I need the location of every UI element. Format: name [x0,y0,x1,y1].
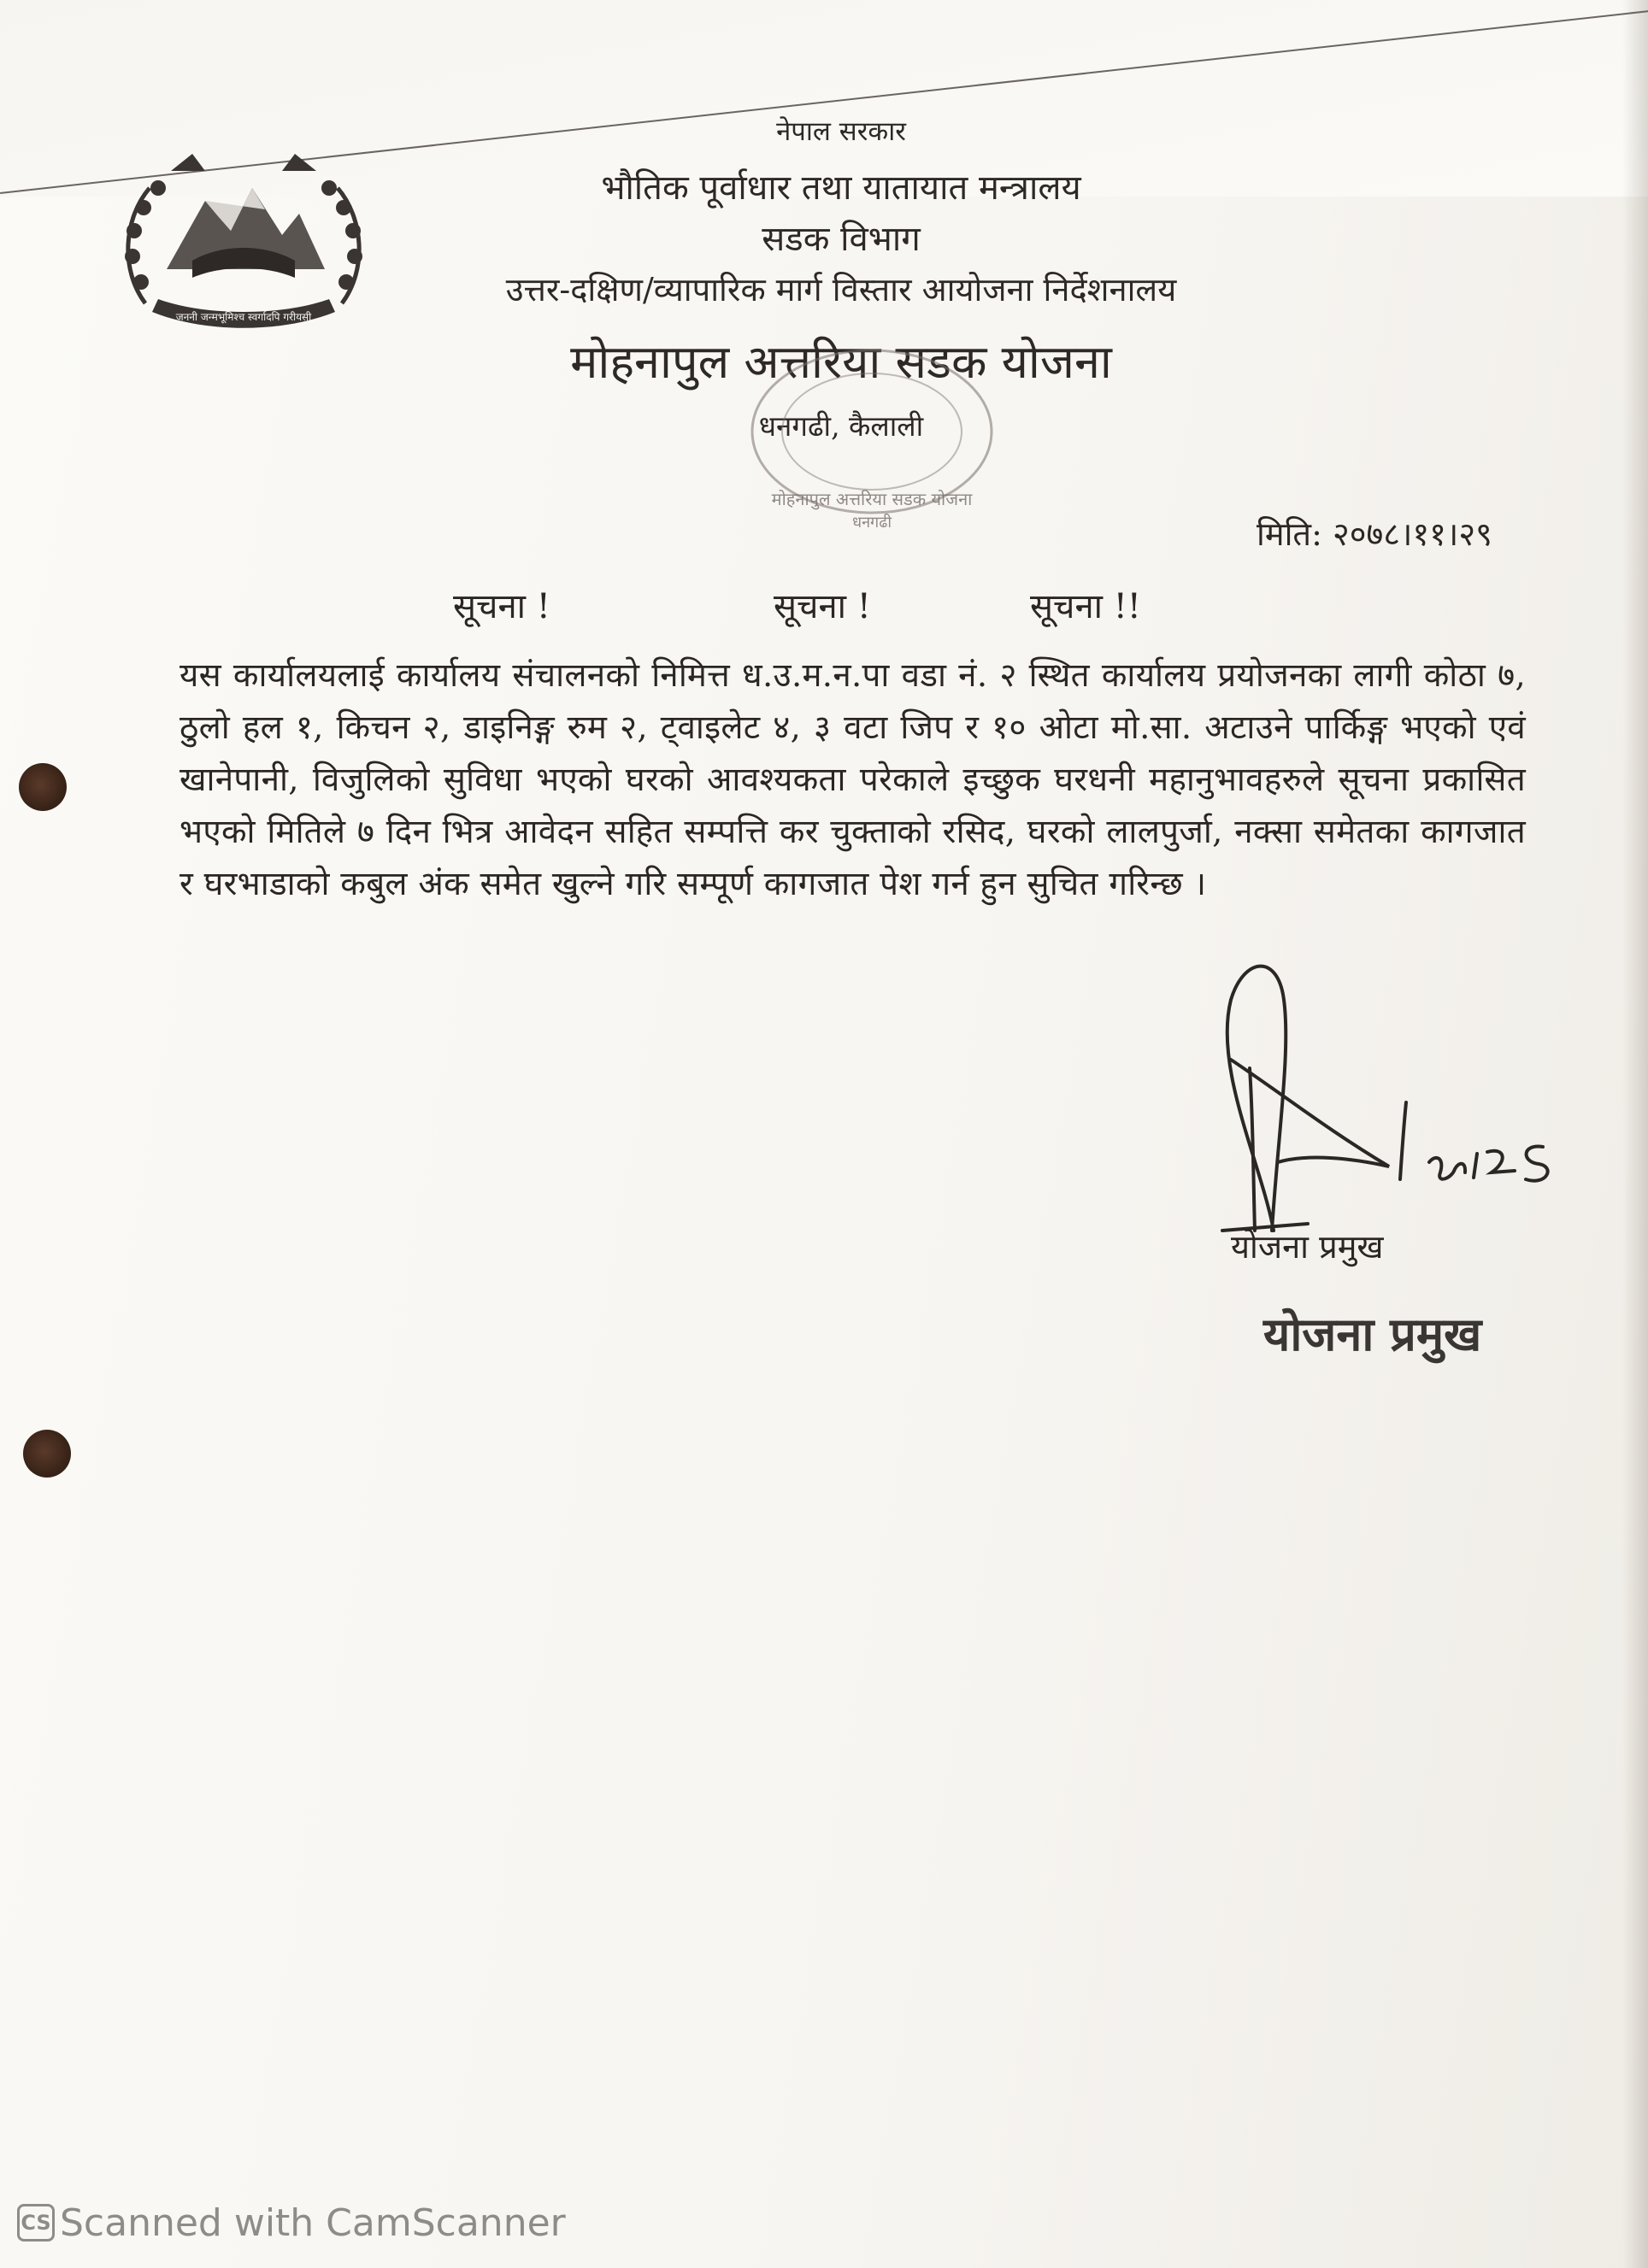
office-stamp [735,338,1009,543]
signer-title-stamp: योजना प्रमुख [1263,1307,1482,1361]
document-date: मिति: २०७८।११।२९ [1257,515,1492,553]
signer-title: योजना प्रमुख [1231,1228,1384,1266]
notice-heading-3: सूचना !! [1030,587,1141,626]
notice-body: यस कार्यालयलाई कार्यालय संचालनको निमित्त ध.उ.म.न.पा वडा नं. २ स्थित कार्यालय प्रयोजनका लागी कोठा ७, ठुलो हल १, किचन २, डाइनिङ्ग रुम २, ट्वाइलेट ४, ३ वटा जिप र १० ओटा मो.सा. अटाउने पार्किङ्ग भएको एवं खानेपानी, विजुलिको सुविधा भएको घरको आवश्यकता परेकाले इच्छुक घरधनी महानुभावहरुले सूचना प्रकासित भएको मितिले ७ दिन भित्र आवेदन सहित सम्पत्ति कर चुक्ताको रसिद, घरको लालपुर्जा, नक्सा समेतका कागजात र घरभाडाको कबुल अंक समेत खुल्ने गरि सम्पूर्ण कागजात पेश गर्न हुन सुचित गरिन्छ । [180,656,1526,903]
department-name: सडक विभाग [762,220,921,259]
punch-hole-bottom [23,1430,71,1478]
directorate-name: उत्तर-दक्षिण/व्यापारिक मार्ग विस्तार आयोजना निर्देशनालय [505,271,1177,308]
project-name: मोहनापुल अत्तरिया सडक योजना [570,335,1112,389]
stamp-place: धनगढी [852,514,892,532]
stamp-text: मोहनापुल अत्तरिया सडक योजना [771,489,973,509]
notice-heading-2: सूचना ! [774,587,871,626]
ministry-name: भौतिक पूर्वाधार तथा यातायात मन्त्रालय [601,168,1081,208]
government-name: नेपाल सरकार [776,116,906,147]
notice-heading-1: सूचना ! [453,587,550,626]
handwritten-signature [1180,949,1556,1256]
svg-text:जननी जन्मभूमिश्च स्वर्गादपि गर: जननी जन्मभूमिश्च स्वर्गादपि गरीयसी [175,311,312,323]
project-location: धनगढी, कैलाली [758,409,924,443]
punch-hole-top [19,763,67,811]
signature-date: ११।२९ [1453,1198,1474,1207]
camscanner-watermark [17,2200,566,2245]
watermark-text: Scanned with CamScanner [60,2200,566,2245]
camscanner-logo-icon: CS [17,2204,55,2242]
